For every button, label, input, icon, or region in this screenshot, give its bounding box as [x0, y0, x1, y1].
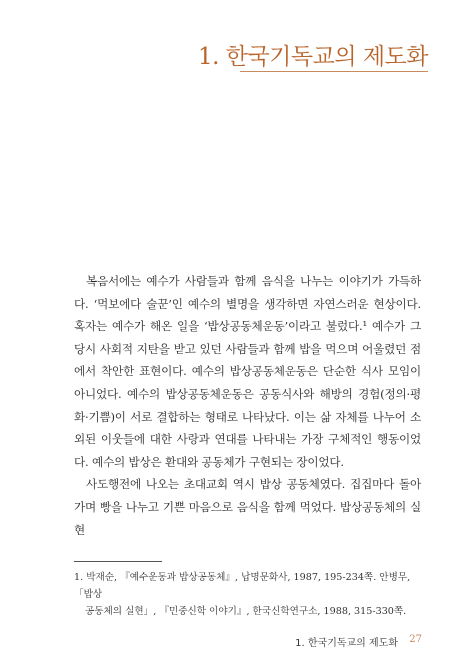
- footnote-line-2: 공동체의 실현」, 『민중신학 이야기』, 한국신학연구소, 1988, 315-330쪽.: [85, 606, 407, 617]
- title-underline: [240, 71, 428, 72]
- footnote-divider: [74, 561, 162, 562]
- page-number: 27: [409, 634, 422, 645]
- footnote: [74, 569, 421, 620]
- paragraph-1: 복음서에는 예수가 사람들과 함께 음식을 나누는 이야기가 가득하다. ‘먹보에다 술꾼’인 예수의 별명을 생각하면 자연스러운 현상이다. 혹자는 예수가 해온 일을 ‘밥상공동체운동’이라고 불렀다.¹ 예수가 그 당시 사회적 지탄을 받고 있던 사람들과 함께 밥을 먹으며 어울렸던 점에서 착안한 표현이다. 예수의 밥상공동체운동은 단순한 식사 모임이 아니었다. 예수의 밥상공동체운동은 공동식사와 해방의 경험(정의·평화·기쁨)이 서로 결합하는 형태로 나타났다. 이는 삶 자체를 나누어 소외된 이웃들에 대한 사랑과 연대를 나타내는 가장 구체적인 행동이었다. 예수의 밥상은 환대와 공동체가 구현되는 장이었다.: [74, 274, 421, 469]
- paragraph-2: 사도행전에 나오는 초대교회 역시 밥상 공동체였다. 집집마다 돌아가며 빵을 나누고 기쁜 마음으로 음식을 함께 먹었다. 밥상공동체의 실현: [74, 477, 421, 537]
- running-footer-title: 1. 한국기독교의 제도화: [295, 638, 398, 649]
- chapter-title: 1. 한국기독교의 제도화: [197, 44, 428, 70]
- body-text: [74, 270, 421, 541]
- footnote-line-1: 1. 박재순, 『예수운동과 밥상공동체』, 납명문화사, 1987, 195-234쪽. 안병무, 「밥상: [74, 572, 411, 600]
